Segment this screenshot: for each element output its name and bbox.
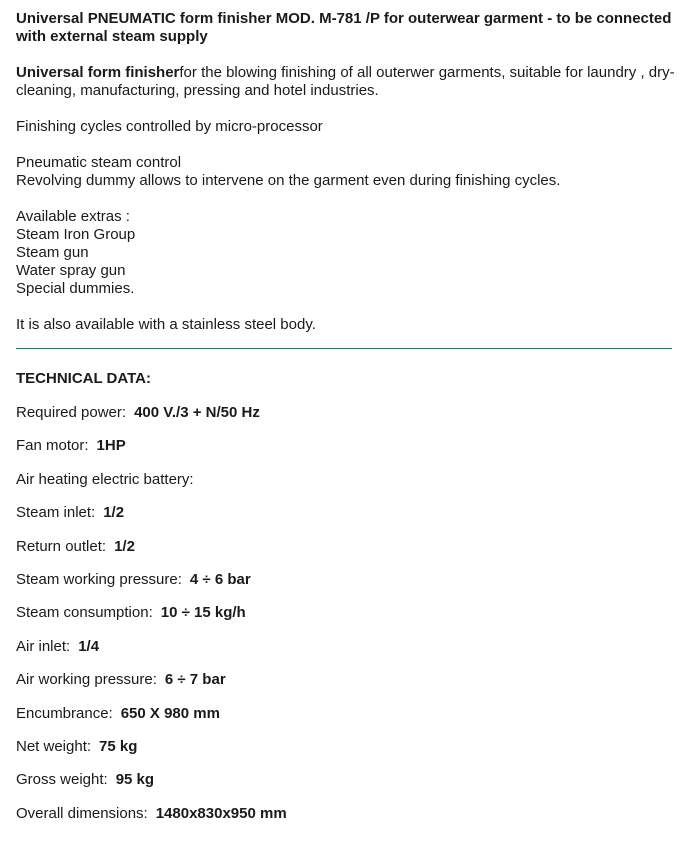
spec-value: 1/4 <box>78 637 100 655</box>
intro-bold-lead: Universal form finisher <box>16 64 180 81</box>
spec-value: 1480x830x950 mm <box>155 804 287 822</box>
spec-label: Steam inlet: <box>16 504 96 522</box>
spec-row <box>16 637 684 670</box>
extras-item: Steam gun <box>16 244 89 261</box>
spec-label: Return outlet: <box>16 537 107 555</box>
spec-label: Air heating electric battery: <box>16 470 194 488</box>
spec-row <box>16 470 684 503</box>
section-divider <box>16 348 672 349</box>
spec-row <box>16 503 684 536</box>
technical-specs <box>16 403 684 837</box>
stainless-line: It is also available with a stainless steel body. <box>16 316 316 333</box>
revolving-line: Revolving dummy allows to intervene on the garment even during finishing cycles. <box>16 172 561 189</box>
spec-row <box>16 670 684 703</box>
spec-value: 400 V./3 + N/50 Hz <box>134 404 260 421</box>
spec-value: 1/2 <box>114 537 135 555</box>
spec-row <box>16 804 684 837</box>
spec-value: 1HP <box>96 437 126 455</box>
spec-row <box>16 537 684 570</box>
spec-row <box>16 704 684 737</box>
cycles-line: Finishing cycles controlled by micro-processor <box>16 118 323 135</box>
product-title: Universal PNEUMATIC form finisher MOD. M-781 /P for outerwear garment - to be connected with external steam supply <box>16 10 672 45</box>
technical-data-heading: TECHNICAL DATA: <box>16 370 151 387</box>
spec-label: Steam consumption: <box>16 604 153 622</box>
extras-item: Steam Iron Group <box>16 226 136 243</box>
spec-row <box>16 603 684 636</box>
spec-label: Air working pressure: <box>16 671 157 689</box>
intro-text: for the blowing finishing of all outerwer garments, suitable for laundry , dry-cleaning, manufacturing, pressing and hotel industries. <box>16 64 675 99</box>
spec-label: Fan motor: <box>16 437 89 455</box>
extras-item: Special dummies. <box>16 280 135 297</box>
spec-label: Encumbrance: <box>16 704 113 722</box>
spec-row <box>16 403 684 436</box>
intro-paragraph <box>16 64 684 100</box>
spec-label: Overall dimensions: <box>16 804 148 822</box>
spec-value: 95 kg <box>115 771 155 789</box>
spec-label: Required power: <box>16 404 127 421</box>
spec-value: 10 ÷ 15 kg/h <box>160 604 246 622</box>
spec-value: 1/2 <box>103 504 125 522</box>
spec-label: Gross weight: <box>16 771 108 789</box>
spec-row <box>16 770 684 803</box>
spec-value: 6 ÷ 7 bar <box>164 671 226 689</box>
spec-value: 650 X 980 mm <box>120 704 220 722</box>
extras-list <box>16 226 684 298</box>
spec-row <box>16 570 684 603</box>
spec-label: Air inlet: <box>16 637 71 655</box>
extras-heading: Available extras : <box>16 208 130 225</box>
extras-item: Water spray gun <box>16 262 126 279</box>
spec-value: 4 ÷ 6 bar <box>189 570 251 588</box>
spec-label: Net weight: <box>16 737 92 755</box>
spec-value: 75 kg <box>99 737 138 755</box>
spec-label: Steam working pressure: <box>16 570 182 588</box>
spec-row <box>16 737 684 770</box>
spec-row <box>16 436 684 469</box>
steam-control-line: Pneumatic steam control <box>16 154 182 171</box>
